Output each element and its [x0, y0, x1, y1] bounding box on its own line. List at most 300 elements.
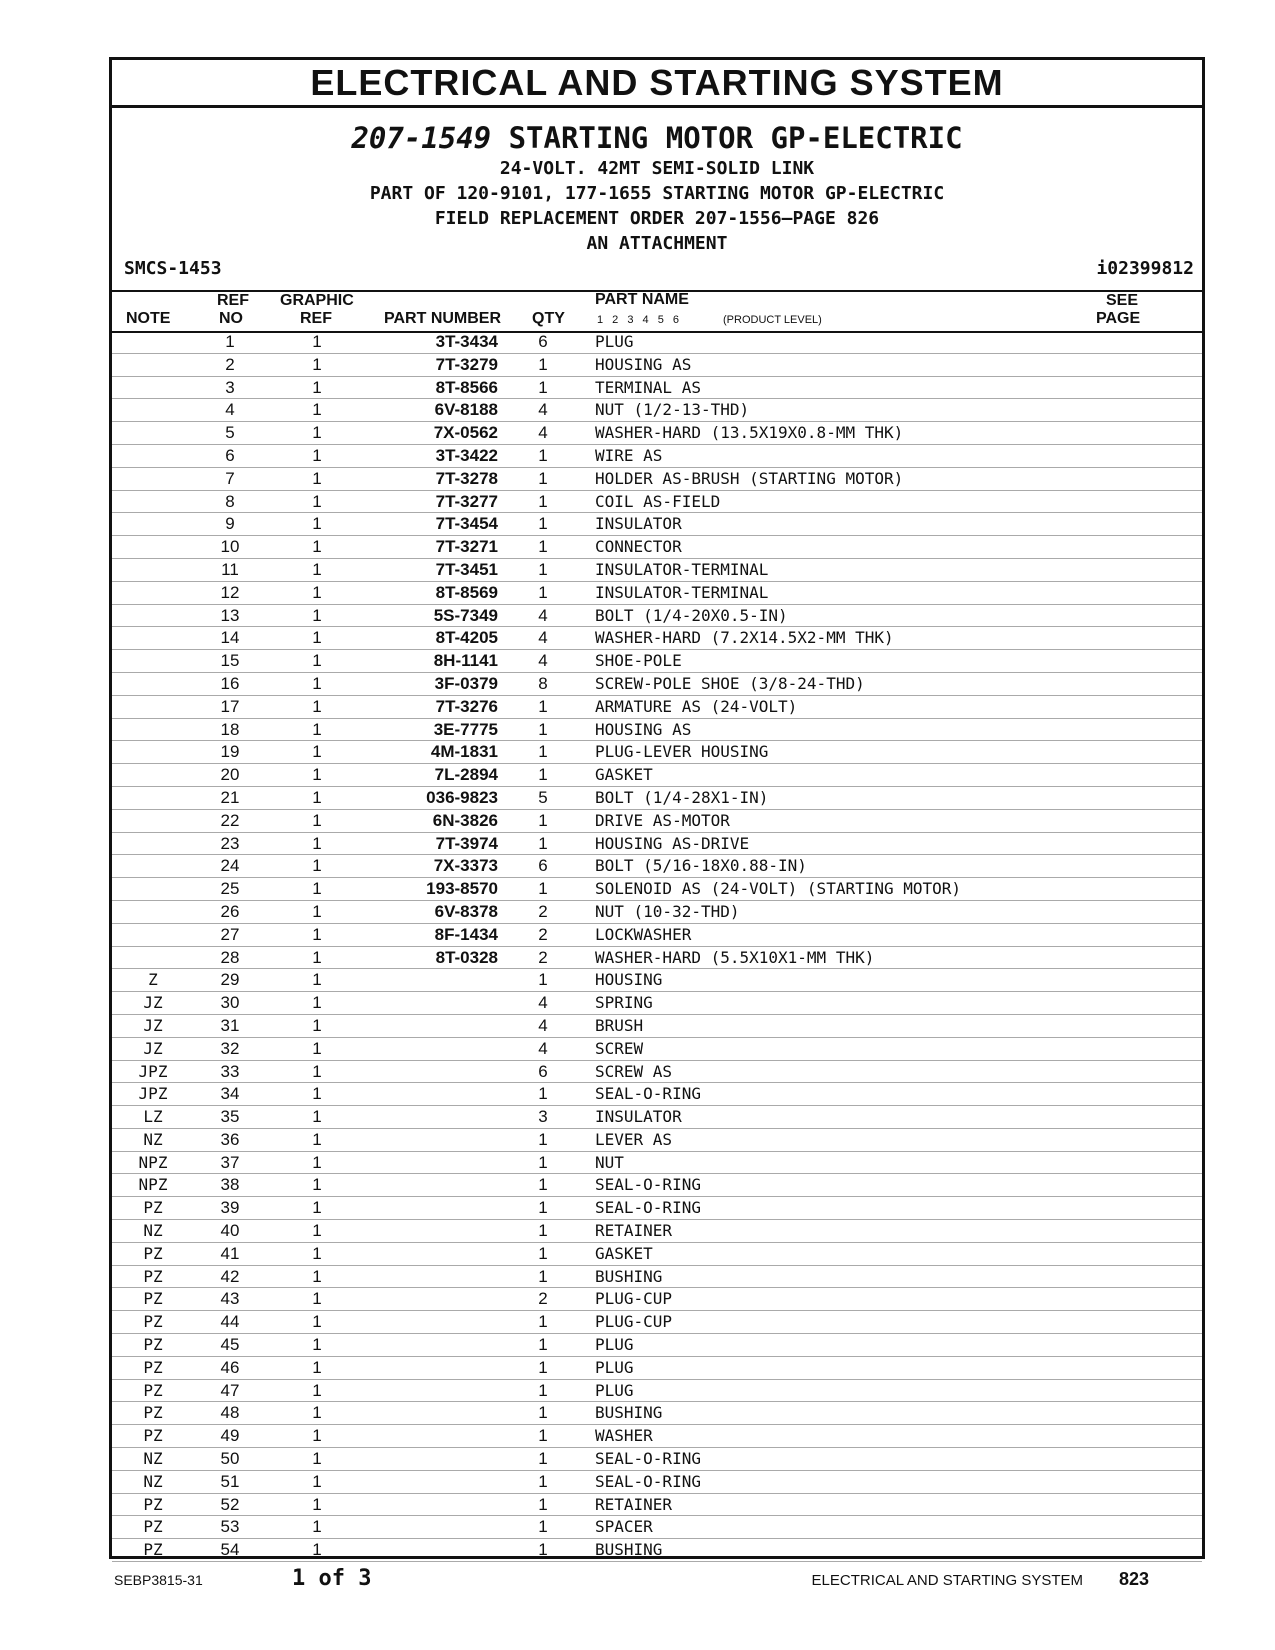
- table-row: [112, 491, 1202, 514]
- group-number: 207-1549: [351, 121, 492, 155]
- table-row: [112, 1083, 1202, 1106]
- part-qty: 1: [538, 537, 548, 557]
- part-graphic-ref: 1: [312, 1061, 322, 1081]
- part-qty: 4: [538, 423, 548, 443]
- part-note: NPZ: [138, 1152, 168, 1172]
- part-number: 7T-3277: [435, 491, 498, 511]
- part-graphic-ref: 1: [312, 1289, 322, 1309]
- col-product-levels: 1 2 3 4 5 6: [597, 314, 682, 326]
- part-number: 7T-3276: [435, 696, 498, 716]
- part-ref-no: 5: [225, 423, 235, 443]
- part-ref-no: 10: [220, 537, 240, 557]
- part-graphic-ref: 1: [312, 628, 322, 648]
- part-number: 193-8570: [426, 879, 498, 899]
- part-ref-no: 23: [220, 833, 240, 853]
- footer-page-number: 823: [1118, 1569, 1149, 1589]
- part-qty: 4: [538, 605, 548, 625]
- part-qty: 1: [538, 491, 548, 511]
- group-subtitle-2: PART OF 120-9101, 177-1655 STARTING MOTOR GP-ELECTRIC: [369, 183, 945, 204]
- footer-section: ELECTRICAL AND STARTING SYSTEM: [811, 1572, 1083, 1589]
- part-qty: 4: [538, 1038, 548, 1058]
- table-row: [112, 536, 1202, 559]
- part-qty: 1: [538, 1357, 548, 1377]
- part-graphic-ref: 1: [312, 1129, 322, 1149]
- part-ref-no: 25: [220, 879, 240, 899]
- part-qty: 3: [538, 1107, 548, 1127]
- table-row: [112, 1015, 1202, 1038]
- part-number: 3T-3434: [435, 332, 498, 351]
- part-name: PLUG-LEVER HOUSING: [595, 742, 769, 762]
- part-graphic-ref: 1: [312, 696, 322, 716]
- section-banner: ELECTRICAL AND STARTING SYSTEM: [112, 60, 1202, 108]
- part-graphic-ref: 1: [312, 651, 322, 671]
- part-ref-no: 7: [225, 468, 235, 488]
- part-name: INSULATOR: [595, 514, 682, 534]
- table-row: [112, 1174, 1202, 1197]
- group-subtitle-3: FIELD REPLACEMENT ORDER 207-1556—PAGE 826: [434, 208, 880, 229]
- part-qty: 6: [538, 856, 548, 876]
- part-name: NUT (1/2-13-THD): [595, 400, 750, 420]
- table-row: [112, 1380, 1202, 1403]
- part-note: LZ: [143, 1107, 163, 1127]
- part-ref-no: 47: [220, 1380, 240, 1400]
- part-number: 4M-1831: [430, 742, 498, 762]
- table-row: [112, 855, 1202, 878]
- table-row: [112, 513, 1202, 536]
- part-number: 6V-8378: [434, 901, 498, 921]
- part-qty: 1: [538, 833, 548, 853]
- part-ref-no: 45: [220, 1335, 240, 1355]
- part-name: SPRING: [595, 993, 653, 1013]
- part-note: Z: [148, 970, 158, 990]
- table-row: [112, 1038, 1202, 1061]
- part-note: JPZ: [138, 1084, 168, 1104]
- part-note: JZ: [143, 1015, 163, 1035]
- part-qty: 1: [538, 1517, 548, 1537]
- part-graphic-ref: 1: [312, 970, 322, 990]
- part-name: TERMINAL AS: [595, 377, 701, 397]
- part-qty: 1: [538, 354, 548, 374]
- part-note: PZ: [143, 1540, 163, 1560]
- part-graphic-ref: 1: [312, 1517, 322, 1537]
- part-name: PLUG: [595, 1380, 634, 1400]
- footer-doc-id: SEBP3815-31: [114, 1572, 203, 1588]
- col-see-bottom: PAGE: [1096, 310, 1141, 327]
- part-graphic-ref: 1: [312, 1494, 322, 1514]
- group-subtitle-1: 24-VOLT. 42MT SEMI-SOLID LINK: [499, 158, 815, 179]
- part-note: PZ: [143, 1289, 163, 1309]
- part-name: SHOE-POLE: [595, 651, 682, 671]
- part-ref-no: 50: [220, 1449, 240, 1469]
- part-name: HOLDER AS-BRUSH (STARTING MOTOR): [595, 468, 904, 488]
- part-graphic-ref: 1: [312, 423, 322, 443]
- part-name: SOLENOID AS (24-VOLT) (STARTING MOTOR): [595, 879, 962, 899]
- part-qty: 1: [538, 1540, 548, 1560]
- part-qty: 2: [538, 1289, 548, 1309]
- table-row: [112, 719, 1202, 742]
- table-row: [112, 673, 1202, 696]
- table-row: [112, 422, 1202, 445]
- part-qty: 2: [538, 947, 548, 967]
- table-row: [112, 582, 1202, 605]
- part-ref-no: 51: [220, 1471, 240, 1491]
- part-name: BUSHING: [595, 1403, 663, 1423]
- part-number: 7T-3278: [435, 468, 498, 488]
- part-ref-no: 9: [225, 514, 235, 534]
- part-qty: 1: [538, 879, 548, 899]
- info-id: i02399812: [1096, 258, 1194, 279]
- part-ref-no: 44: [220, 1312, 240, 1332]
- part-ref-no: 46: [220, 1357, 240, 1377]
- part-number: 7X-3373: [433, 856, 498, 876]
- part-graphic-ref: 1: [312, 582, 322, 602]
- part-ref-no: 35: [220, 1107, 240, 1127]
- part-qty: 1: [538, 582, 548, 602]
- part-ref-no: 6: [225, 445, 235, 465]
- part-qty: 1: [538, 559, 548, 579]
- part-name: NUT: [595, 1152, 624, 1172]
- table-row: [112, 1243, 1202, 1266]
- part-note: PZ: [143, 1426, 163, 1446]
- part-qty: 1: [538, 1426, 548, 1446]
- part-name: COIL AS-FIELD: [595, 491, 721, 511]
- part-ref-no: 3: [225, 377, 235, 397]
- table-row: [112, 833, 1202, 856]
- part-note: PZ: [143, 1380, 163, 1400]
- part-qty: 1: [538, 377, 548, 397]
- table-row: [112, 924, 1202, 947]
- part-graphic-ref: 1: [312, 742, 322, 762]
- part-name: NUT (10-32-THD): [595, 901, 740, 921]
- part-qty: 1: [538, 1494, 548, 1514]
- group-subtitle-4: AN ATTACHMENT: [586, 233, 728, 254]
- part-ref-no: 30: [220, 993, 240, 1013]
- part-name: LOCKWASHER: [595, 924, 692, 944]
- part-graphic-ref: 1: [312, 1221, 322, 1241]
- part-graphic-ref: 1: [312, 765, 322, 785]
- part-number: 7T-3454: [435, 514, 498, 534]
- col-graphic-bottom: REF: [300, 310, 332, 327]
- part-ref-no: 39: [220, 1198, 240, 1218]
- part-name: BUSHING: [595, 1540, 663, 1560]
- part-name: BRUSH: [595, 1015, 644, 1035]
- part-number: 8T-0328: [435, 947, 498, 967]
- part-ref-no: 1: [225, 332, 235, 351]
- table-row: [112, 787, 1202, 810]
- table-row: [112, 1288, 1202, 1311]
- part-graphic-ref: 1: [312, 445, 322, 465]
- part-name: WASHER-HARD (13.5X19X0.8-MM THK): [595, 423, 904, 443]
- part-graphic-ref: 1: [312, 491, 322, 511]
- part-name: LEVER AS: [595, 1129, 673, 1149]
- table-row: [112, 445, 1202, 468]
- part-qty: 4: [538, 628, 548, 648]
- part-ref-no: 54: [220, 1540, 240, 1560]
- col-product-level-note: (PRODUCT LEVEL): [723, 314, 822, 326]
- part-ref-no: 29: [220, 970, 240, 990]
- table-row: [112, 559, 1202, 582]
- part-note: PZ: [143, 1494, 163, 1514]
- part-ref-no: 34: [220, 1084, 240, 1104]
- part-note: NZ: [143, 1221, 163, 1241]
- part-qty: 5: [538, 787, 548, 807]
- col-graphic-top: GRAPHIC: [280, 292, 354, 309]
- part-qty: 1: [538, 1129, 548, 1149]
- col-part-number: PART NUMBER: [384, 310, 502, 327]
- part-graphic-ref: 1: [312, 1426, 322, 1446]
- table-row: [112, 331, 1202, 354]
- table-row: [112, 947, 1202, 970]
- part-graphic-ref: 1: [312, 1038, 322, 1058]
- part-qty: 2: [538, 924, 548, 944]
- part-ref-no: 19: [220, 742, 240, 762]
- part-note: JZ: [143, 1038, 163, 1058]
- part-ref-no: 26: [220, 901, 240, 921]
- part-ref-no: 15: [220, 651, 240, 671]
- part-graphic-ref: 1: [312, 1380, 322, 1400]
- part-name: WIRE AS: [595, 445, 663, 465]
- part-name: PLUG-CUP: [595, 1289, 673, 1309]
- table-row: [112, 1197, 1202, 1220]
- part-number: 7T-3279: [435, 354, 498, 374]
- table-row: [112, 377, 1202, 400]
- part-name: ARMATURE AS (24-VOLT): [595, 696, 798, 716]
- group-title: [112, 120, 1202, 156]
- part-qty: 1: [538, 1312, 548, 1332]
- part-graphic-ref: 1: [312, 514, 322, 534]
- part-note: PZ: [143, 1198, 163, 1218]
- part-name: DRIVE AS-MOTOR: [595, 810, 730, 830]
- part-graphic-ref: 1: [312, 1540, 322, 1560]
- table-row: [112, 992, 1202, 1015]
- part-graphic-ref: 1: [312, 332, 322, 351]
- part-number: 6N-3826: [432, 810, 498, 830]
- table-row: [112, 650, 1202, 673]
- part-name: HOUSING AS: [595, 719, 692, 739]
- part-graphic-ref: 1: [312, 1015, 322, 1035]
- col-ref-top: REF: [217, 292, 249, 309]
- col-qty: QTY: [532, 310, 565, 327]
- parts-list: [112, 331, 1202, 1562]
- part-qty: 1: [538, 445, 548, 465]
- part-number: 7X-0562: [433, 423, 498, 443]
- part-number: 3T-3422: [435, 445, 498, 465]
- part-name: BUSHING: [595, 1266, 663, 1286]
- part-name: WASHER: [595, 1426, 653, 1446]
- part-qty: 1: [538, 719, 548, 739]
- part-graphic-ref: 1: [312, 1175, 322, 1195]
- part-graphic-ref: 1: [312, 559, 322, 579]
- part-graphic-ref: 1: [312, 810, 322, 830]
- part-number: 036-9823: [426, 787, 498, 807]
- part-name: PLUG: [595, 1335, 634, 1355]
- part-qty: 6: [538, 1061, 548, 1081]
- table-row: [112, 1357, 1202, 1380]
- part-name: PLUG: [595, 1357, 634, 1377]
- part-name: INSULATOR-TERMINAL: [595, 582, 769, 602]
- table-row: [112, 354, 1202, 377]
- table-row: [112, 1129, 1202, 1152]
- part-name: BOLT (5/16-18X0.88-IN): [595, 856, 807, 876]
- column-header: [112, 290, 1202, 333]
- part-qty: 1: [538, 765, 548, 785]
- part-ref-no: 2: [225, 354, 235, 374]
- part-note: JPZ: [138, 1061, 168, 1081]
- part-qty: 4: [538, 400, 548, 420]
- table-row: [112, 741, 1202, 764]
- part-ref-no: 40: [220, 1221, 240, 1241]
- part-ref-no: 17: [220, 696, 240, 716]
- part-name: GASKET: [595, 765, 653, 785]
- part-name: CONNECTOR: [595, 537, 682, 557]
- part-graphic-ref: 1: [312, 901, 322, 921]
- table-row: [112, 969, 1202, 992]
- part-name: INSULATOR: [595, 1107, 682, 1127]
- part-qty: 1: [538, 810, 548, 830]
- part-ref-no: 13: [220, 605, 240, 625]
- table-row: [112, 764, 1202, 787]
- col-see-top: SEE: [1106, 292, 1139, 309]
- part-name: PLUG-CUP: [595, 1312, 673, 1332]
- table-row: [112, 696, 1202, 719]
- table-row: [112, 901, 1202, 924]
- page-footer: [112, 1566, 1149, 1590]
- part-graphic-ref: 1: [312, 1107, 322, 1127]
- smcs-code: SMCS-1453: [124, 258, 222, 279]
- part-ref-no: 14: [220, 628, 240, 648]
- part-ref-no: 32: [220, 1038, 240, 1058]
- part-qty: 1: [538, 742, 548, 762]
- part-graphic-ref: 1: [312, 1266, 322, 1286]
- part-graphic-ref: 1: [312, 879, 322, 899]
- part-ref-no: 43: [220, 1289, 240, 1309]
- part-qty: 1: [538, 1152, 548, 1172]
- part-ref-no: 27: [220, 924, 240, 944]
- part-name: SPACER: [595, 1517, 653, 1537]
- part-graphic-ref: 1: [312, 787, 322, 807]
- part-qty: 1: [538, 1403, 548, 1423]
- part-ref-no: 28: [220, 947, 240, 967]
- part-qty: 2: [538, 901, 548, 921]
- part-qty: 1: [538, 1084, 548, 1104]
- part-qty: 1: [538, 1266, 548, 1286]
- part-name: BOLT (1/4-20X0.5-IN): [595, 605, 788, 625]
- part-ref-no: 8: [225, 491, 235, 511]
- table-row: [112, 1266, 1202, 1289]
- part-graphic-ref: 1: [312, 1403, 322, 1423]
- part-number: 7T-3271: [435, 537, 498, 557]
- part-graphic-ref: 1: [312, 1198, 322, 1218]
- part-qty: 1: [538, 514, 548, 534]
- table-row: [112, 1311, 1202, 1334]
- part-graphic-ref: 1: [312, 354, 322, 374]
- table-row: [112, 1220, 1202, 1243]
- part-name: INSULATOR-TERMINAL: [595, 559, 769, 579]
- part-number: 5S-7349: [433, 605, 498, 625]
- part-ref-no: 16: [220, 673, 240, 693]
- part-qty: 1: [538, 970, 548, 990]
- part-qty: 1: [538, 696, 548, 716]
- part-name: RETAINER: [595, 1494, 673, 1514]
- part-graphic-ref: 1: [312, 468, 322, 488]
- table-row: [112, 1448, 1202, 1471]
- part-qty: 4: [538, 993, 548, 1013]
- table-row: [112, 878, 1202, 901]
- part-name: SEAL-O-RING: [595, 1449, 701, 1469]
- part-note: PZ: [143, 1312, 163, 1332]
- part-graphic-ref: 1: [312, 1335, 322, 1355]
- part-number: 3F-0379: [434, 673, 498, 693]
- part-graphic-ref: 1: [312, 924, 322, 944]
- part-qty: 1: [538, 468, 548, 488]
- part-name: GASKET: [595, 1243, 653, 1263]
- part-name: SCREW-POLE SHOE (3/8-24-THD): [595, 673, 865, 693]
- part-ref-no: 48: [220, 1403, 240, 1423]
- part-ref-no: 11: [221, 559, 239, 579]
- table-row: [112, 627, 1202, 650]
- part-name: WASHER-HARD (7.2X14.5X2-MM THK): [595, 628, 894, 648]
- part-graphic-ref: 1: [312, 719, 322, 739]
- part-ref-no: 49: [220, 1426, 240, 1446]
- part-name: HOUSING: [595, 970, 663, 990]
- part-ref-no: 37: [220, 1152, 240, 1172]
- table-row: [112, 1425, 1202, 1448]
- part-number: 3E-7775: [433, 719, 498, 739]
- part-number: 7L-2894: [434, 765, 498, 785]
- part-name: RETAINER: [595, 1221, 673, 1241]
- part-graphic-ref: 1: [312, 856, 322, 876]
- part-qty: 4: [538, 1015, 548, 1035]
- table-row: [112, 1334, 1202, 1357]
- part-ref-no: 20: [220, 765, 240, 785]
- table-row: [112, 605, 1202, 628]
- part-note: PZ: [143, 1517, 163, 1537]
- part-note: PZ: [143, 1335, 163, 1355]
- part-qty: 1: [538, 1471, 548, 1491]
- part-ref-no: 21: [220, 787, 240, 807]
- table-row: [112, 1106, 1202, 1129]
- part-note: NZ: [143, 1449, 163, 1469]
- part-qty: 1: [538, 1198, 548, 1218]
- part-qty: 6: [538, 332, 548, 351]
- part-note: PZ: [143, 1403, 163, 1423]
- part-name: BOLT (1/4-28X1-IN): [595, 787, 769, 807]
- part-graphic-ref: 1: [312, 673, 322, 693]
- part-graphic-ref: 1: [312, 1243, 322, 1263]
- table-row: [112, 810, 1202, 833]
- part-note: NZ: [143, 1471, 163, 1491]
- part-number: 6V-8188: [434, 400, 498, 420]
- col-part-name: PART NAME: [595, 291, 689, 308]
- part-ref-no: 41: [220, 1243, 240, 1263]
- part-name: SEAL-O-RING: [595, 1175, 701, 1195]
- parts-page-frame: [109, 57, 1205, 1559]
- part-ref-no: 4: [225, 400, 235, 420]
- table-row: [112, 1402, 1202, 1425]
- part-number: 7T-3974: [435, 833, 498, 853]
- part-name: SCREW AS: [595, 1061, 673, 1081]
- part-name: PLUG: [595, 332, 634, 351]
- group-name: STARTING MOTOR GP-ELECTRIC: [508, 121, 963, 155]
- part-ref-no: 53: [220, 1517, 240, 1537]
- part-qty: 8: [538, 673, 548, 693]
- part-ref-no: 52: [220, 1494, 240, 1514]
- part-name: SEAL-O-RING: [595, 1471, 701, 1491]
- part-qty: 1: [538, 1175, 548, 1195]
- part-graphic-ref: 1: [312, 833, 322, 853]
- table-row: [112, 1471, 1202, 1494]
- table-row: [112, 1539, 1202, 1562]
